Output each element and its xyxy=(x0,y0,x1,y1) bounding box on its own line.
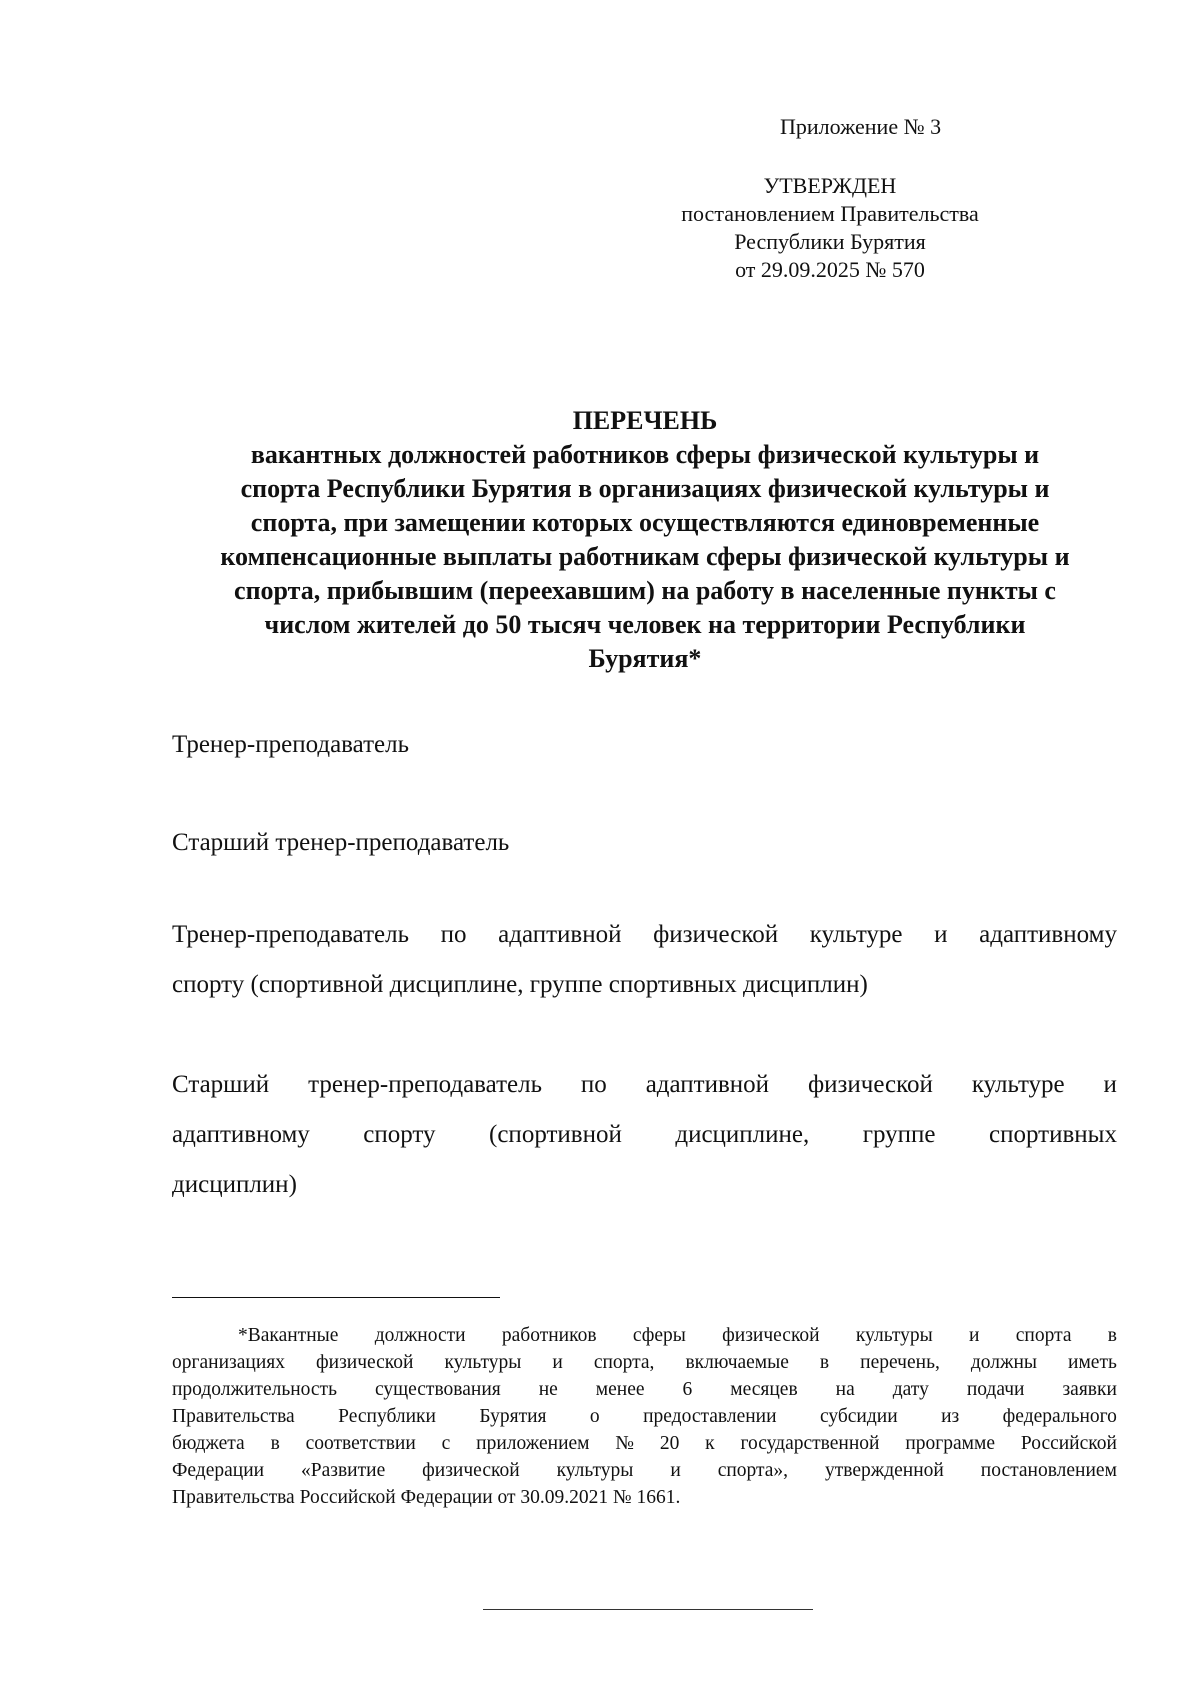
approval-line: от 29.09.2025 № 570 xyxy=(735,257,925,282)
title-line: спорта, при замещении которых осуществляются единовременные xyxy=(250,508,1040,537)
position-line xyxy=(172,1060,1117,1110)
word: из xyxy=(941,1406,960,1427)
position-item xyxy=(172,720,1117,770)
word: (спортивной xyxy=(489,1121,622,1148)
word: 6 xyxy=(682,1379,693,1400)
appendix-label: Приложение № 3 xyxy=(780,114,942,139)
position-line: Тренер-преподаватель xyxy=(172,731,409,758)
word: культуры xyxy=(556,1460,634,1481)
position-item xyxy=(172,910,1117,1010)
word: спорта», xyxy=(717,1460,789,1481)
word: культуры xyxy=(855,1325,933,1346)
footnote-line xyxy=(172,1430,1117,1457)
word: подачи xyxy=(966,1379,1025,1400)
word: сферы xyxy=(632,1325,686,1346)
word: иметь xyxy=(1068,1352,1117,1373)
word: должности xyxy=(374,1325,466,1346)
word: спортивных xyxy=(989,1121,1117,1148)
word: организациях xyxy=(172,1352,285,1373)
word: Республики xyxy=(338,1406,436,1427)
word: на xyxy=(835,1379,855,1400)
word: бюджета xyxy=(172,1433,245,1454)
word: дату xyxy=(892,1379,929,1400)
word: государственной xyxy=(740,1433,880,1454)
footnote-line xyxy=(172,1349,1117,1376)
position-line xyxy=(172,910,1117,960)
word: не xyxy=(538,1379,558,1400)
word: дисциплине, xyxy=(675,1121,810,1148)
word: к xyxy=(705,1433,715,1454)
word: должны xyxy=(970,1352,1038,1373)
word: адаптивной xyxy=(645,1071,770,1098)
word: физической xyxy=(722,1325,820,1346)
word: культуры xyxy=(444,1352,522,1373)
word: программе xyxy=(905,1433,995,1454)
word: спорта, xyxy=(593,1352,655,1373)
word: о xyxy=(589,1406,600,1427)
word: 20 xyxy=(659,1433,680,1454)
word: спорта xyxy=(1015,1325,1072,1346)
position-line xyxy=(172,1110,1117,1160)
position-line: спорту (спортивной дисциплине, группе спортивных дисциплин) xyxy=(172,971,868,998)
word: физической xyxy=(422,1460,520,1481)
word: Правительства xyxy=(172,1406,295,1427)
word: соответствии xyxy=(305,1433,416,1454)
word: физической xyxy=(653,921,779,948)
position-line: Старший тренер-преподаватель xyxy=(172,829,510,856)
word: адаптивному xyxy=(172,1121,310,1148)
word: по xyxy=(440,921,467,948)
title-line: Бурятия* xyxy=(588,644,702,673)
word: с xyxy=(441,1433,451,1454)
word: приложением xyxy=(476,1433,590,1454)
word: работников xyxy=(501,1325,597,1346)
word: постановлением xyxy=(980,1460,1117,1481)
word: в xyxy=(270,1433,280,1454)
word: заявки xyxy=(1062,1379,1117,1400)
approval-line: Республики Бурятия xyxy=(734,229,926,254)
title-line: числом жителей до 50 тысяч человек на территории Республики xyxy=(264,610,1026,639)
word: физической xyxy=(316,1352,414,1373)
approval-block xyxy=(630,172,1030,284)
word: № xyxy=(615,1433,634,1454)
word: спорту xyxy=(363,1121,436,1148)
footnote-line xyxy=(172,1403,1117,1430)
word: и xyxy=(969,1325,980,1346)
word: утвержденной xyxy=(824,1460,944,1481)
end-separator xyxy=(483,1609,813,1610)
approval-line: постановлением Правительства xyxy=(681,201,979,226)
footnote-line: Правительства Российской Федерации от 30.09.2021 № 1661. xyxy=(172,1487,681,1508)
word: *Вакантные xyxy=(238,1325,339,1346)
position-item xyxy=(172,818,1117,868)
footnote-line xyxy=(172,1457,1117,1484)
title-line: спорта Республики Бурятия в организациях физической культуры и xyxy=(240,474,1050,503)
word: в xyxy=(819,1352,830,1373)
word: адаптивной xyxy=(498,921,622,948)
footnote-line xyxy=(172,1322,1117,1349)
document-title xyxy=(170,404,1120,676)
word: и xyxy=(1103,1071,1117,1098)
word: и xyxy=(934,921,948,948)
word: в xyxy=(1107,1325,1117,1346)
word: существования xyxy=(374,1379,501,1400)
word: культуре xyxy=(971,1071,1065,1098)
word: тренер-преподаватель xyxy=(308,1071,542,1098)
word: Федерации xyxy=(172,1460,265,1481)
title-line: вакантных должностей работников сферы физической культуры и xyxy=(250,440,1040,469)
word: по xyxy=(580,1071,607,1098)
position-item xyxy=(172,1060,1117,1210)
word: адаптивному xyxy=(979,921,1117,948)
word: субсидии xyxy=(819,1406,898,1427)
word: культуре xyxy=(809,921,903,948)
word: включаемые xyxy=(685,1352,789,1373)
word: физической xyxy=(807,1071,933,1098)
word: и xyxy=(670,1460,681,1481)
word: продолжительность xyxy=(172,1379,337,1400)
word: предоставлении xyxy=(643,1406,777,1427)
word: федерального xyxy=(1002,1406,1117,1427)
title-heading: ПЕРЕЧЕНЬ xyxy=(572,406,718,435)
footnote xyxy=(172,1322,1117,1511)
position-line: дисциплин) xyxy=(172,1171,297,1198)
footnote-line xyxy=(172,1376,1117,1403)
title-line: спорта, прибывшим (переехавшим) на работу в населенные пункты с xyxy=(234,576,1056,605)
word: перечень, xyxy=(860,1352,940,1373)
title-line: компенсационные выплаты работникам сферы физической культуры и xyxy=(220,542,1070,571)
word: «Развитие xyxy=(301,1460,386,1481)
word: Старший xyxy=(172,1071,270,1098)
word: и xyxy=(552,1352,563,1373)
word: Тренер-преподаватель xyxy=(172,921,409,948)
word: Бурятия xyxy=(479,1406,547,1427)
approval-line: УТВЕРЖДЕН xyxy=(763,173,897,198)
word: группе xyxy=(862,1121,936,1148)
word: Российской xyxy=(1020,1433,1117,1454)
word: месяцев xyxy=(730,1379,798,1400)
footnote-separator xyxy=(172,1297,500,1298)
word: менее xyxy=(595,1379,645,1400)
